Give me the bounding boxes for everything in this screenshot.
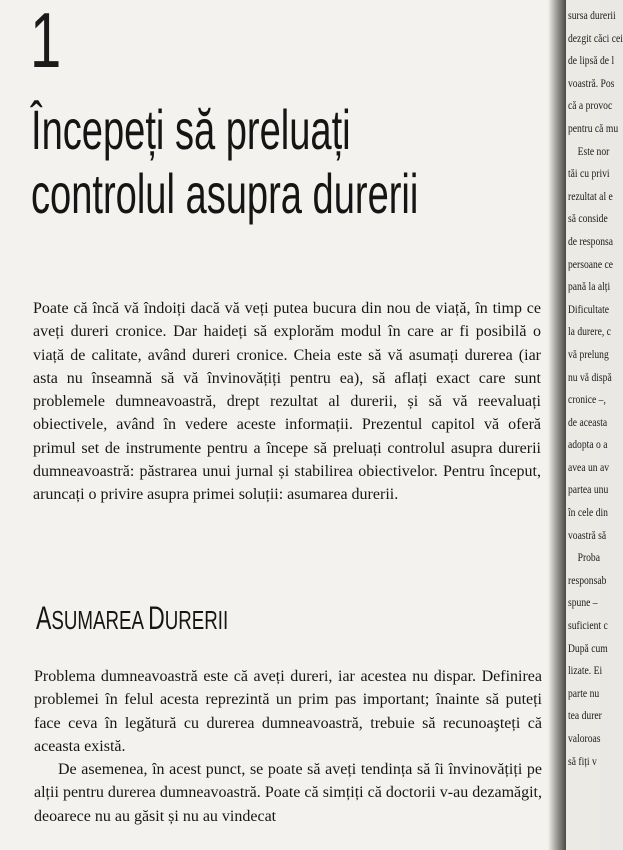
facing-line: Proba bbox=[577, 550, 600, 565]
facing-line: sursa durerii bbox=[568, 8, 616, 22]
facing-line: în cele din bbox=[568, 505, 608, 520]
chapter-title-line-1: Începeți să preluați bbox=[31, 98, 351, 161]
facing-line: voastră să bbox=[568, 527, 607, 542]
chapter-title-line-2: controlul asupra durerii bbox=[31, 162, 419, 225]
facing-line: partea unu bbox=[568, 482, 609, 497]
facing-line: de responsa bbox=[568, 233, 614, 248]
section-heading-rest-2: URERII bbox=[164, 605, 229, 635]
facing-line: avea un av bbox=[568, 459, 610, 474]
facing-line: că a provoc bbox=[568, 98, 613, 113]
facing-line: să fiți v bbox=[568, 753, 597, 768]
section-heading bbox=[36, 598, 228, 640]
facing-line: valoroas bbox=[568, 731, 601, 745]
facing-line: persoane ce bbox=[568, 256, 614, 271]
facing-line: lizate. Ei bbox=[568, 663, 603, 678]
facing-line: După cum bbox=[568, 640, 608, 655]
book-gutter bbox=[548, 0, 568, 850]
body-paragraph-1: Problema dumneavoastră este că aveți dureri, iar acestea nu dispar. Definirea problemei în felul acesta reprezintă un prim pas important; înainte să puteți face ceva în legătură cu durerea dumneavoastră, trebuie să recunoaşteți că aceasta există. bbox=[34, 668, 542, 755]
facing-line: cronice –, bbox=[568, 392, 606, 407]
intro-paragraph: Poate că încă vă îndoiți dacă vă veți putea bucura din nou de viață, în timp ce aveți dureri cronice. Dar haideți să explorăm modul în care ar fi posibilă o viață de calitate, având dureri cronice. Cheia este să vă asumați durerea (iar asta nu înseamnă să vă învinovățiți pentru ea), să aflați exact care sunt problemele dumneavoastră, drept rezultat al durerii, și să vă reevaluați obiectivele, având în vedere aceste informații. Prezentul capitol vă oferă primul set de instrumente pentru a începe să preluați controlul asupra durerii dumneavoastră: păstrarea unui jurnal și stabilirea obiectivelor. Pentru început, aruncați o privire asupra primei soluții: asumarea durerii. bbox=[33, 300, 541, 504]
facing-page bbox=[566, 0, 623, 850]
chapter-title bbox=[31, 98, 418, 226]
chapter-number: 1 bbox=[30, 0, 62, 84]
facing-line: pană la alți bbox=[568, 279, 611, 294]
facing-line: să conside bbox=[568, 211, 608, 226]
facing-line: Dificultate bbox=[568, 301, 610, 316]
facing-line: responsab bbox=[568, 572, 607, 587]
facing-line: pentru că mu bbox=[568, 120, 619, 135]
facing-line: rezultat al e bbox=[568, 188, 613, 203]
facing-line: tea durer bbox=[568, 708, 602, 723]
facing-page-text bbox=[568, 4, 623, 772]
facing-line: tăi cu privi bbox=[568, 166, 610, 181]
facing-line: Este nor bbox=[577, 143, 610, 158]
facing-line: parte nu bbox=[568, 685, 600, 700]
section-body bbox=[34, 665, 542, 828]
facing-line: vă prelung bbox=[568, 346, 609, 361]
facing-line: de aceasta bbox=[568, 414, 608, 429]
facing-line: spune – bbox=[568, 595, 598, 610]
facing-line: adopta o a bbox=[568, 437, 608, 452]
section-heading-initial-1: A bbox=[36, 600, 52, 636]
facing-line: nu vă dispă bbox=[568, 369, 612, 384]
facing-line: de lipsă de l bbox=[568, 53, 615, 68]
facing-line: la durere, c bbox=[568, 324, 611, 339]
facing-line: dezgit căci cei bbox=[568, 30, 623, 45]
facing-line: voastră. Pos bbox=[568, 75, 615, 90]
body-paragraph-2: De asemenea, în acest punct, se poate să aveți tendința să îi învinovățiți pe alții pentru durerea dumneavoastră. Poate că simțiți că doctorii v-au dezamăgit, deoarece nu au găsit și nu au vindecat bbox=[34, 761, 542, 825]
facing-line: suficient c bbox=[568, 618, 608, 633]
section-heading-initial-2: D bbox=[148, 600, 165, 636]
section-heading-rest-1: SUMAREA bbox=[51, 605, 149, 635]
